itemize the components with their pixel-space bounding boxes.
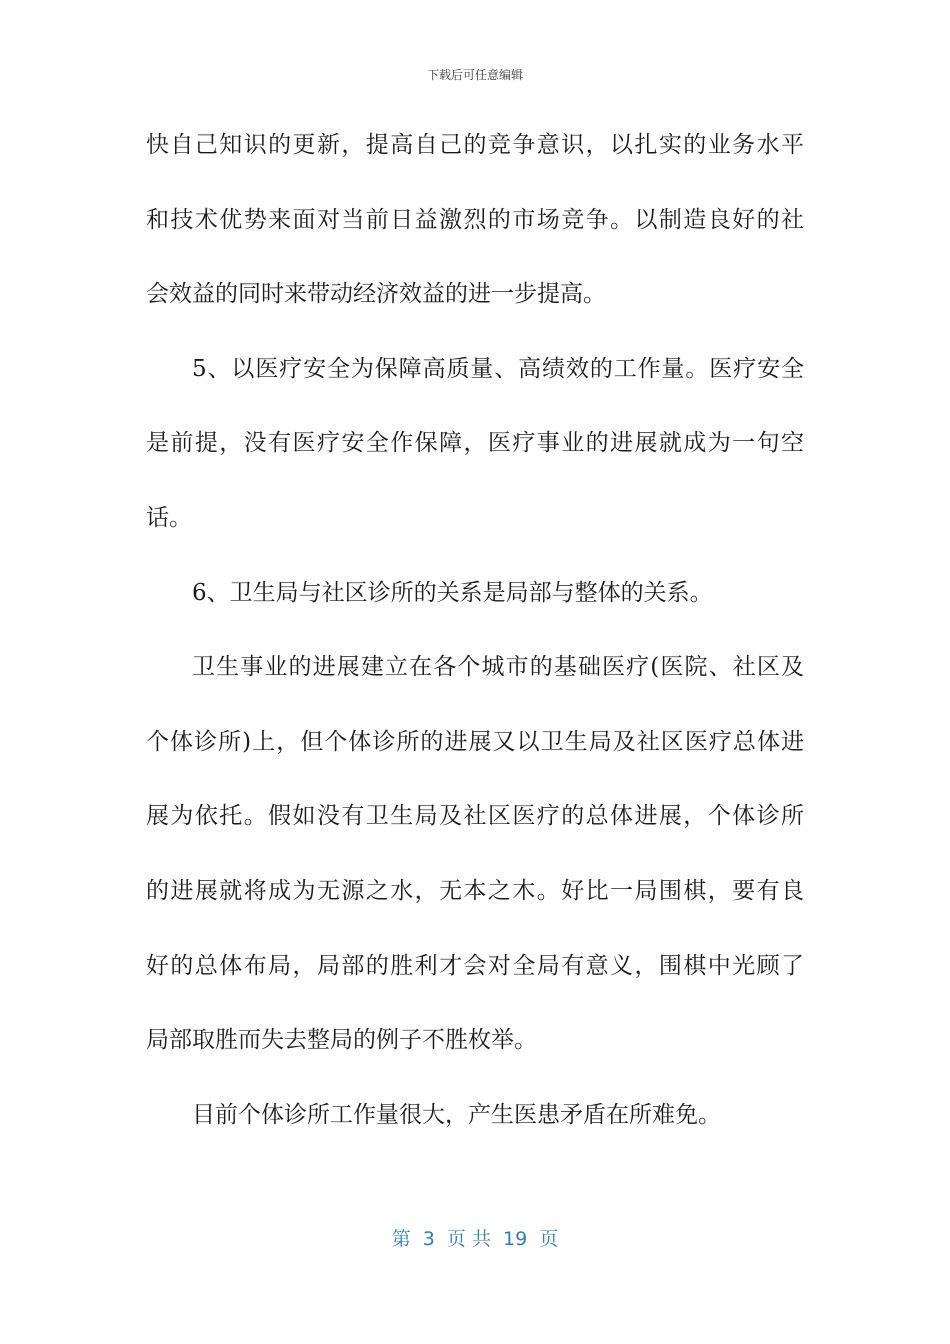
text-line: 好的总体布局，局部的胜利才会对全局有意义，围棋中光顾了 xyxy=(146,952,804,979)
text-line: 展为依托。假如没有卫生局及社区医疗的总体进展，个体诊所 xyxy=(146,803,804,830)
text-line: 5、以医疗安全为保障高质量、高绩效的工作量。医疗安全 xyxy=(192,355,804,382)
text-line: 6、卫生局与社区诊所的关系是局部与整体的关系。 xyxy=(192,579,713,606)
text-line: 快自己知识的更新，提高自己的竞争意识，以扎实的业务水平 xyxy=(146,132,804,158)
text-line: 的进展就将成为无源之水，无本之木。好比一局围棋，要有良 xyxy=(146,877,804,904)
header-note: 下载后可任意编辑 xyxy=(426,68,523,82)
text-line: 话。 xyxy=(146,504,192,531)
document-body xyxy=(146,122,804,1166)
text-line: 是前提，没有医疗安全作保障，医疗事业的进展就成为一句空 xyxy=(146,430,804,457)
text-line: 个体诊所)上，但个体诊所的进展又以卫生局及社区医疗总体进 xyxy=(146,728,804,755)
page-number-footer: 第 3 页 共 19 页 xyxy=(391,1228,559,1250)
text-line: 会效益的同时来带动经济效益的进一步提高。 xyxy=(146,281,606,308)
text-line: 局部取胜而失去整局的例子不胜枚举。 xyxy=(146,1027,537,1054)
text-line: 目前个体诊所工作量很大，产生医患矛盾在所难免。 xyxy=(192,1101,721,1128)
text-line: 卫生事业的进展建立在各个城市的基础医疗(医院、社区及 xyxy=(192,654,804,681)
text-line: 和技术优势来面对当前日益激烈的市场竞争。以制造良好的社 xyxy=(146,206,804,233)
